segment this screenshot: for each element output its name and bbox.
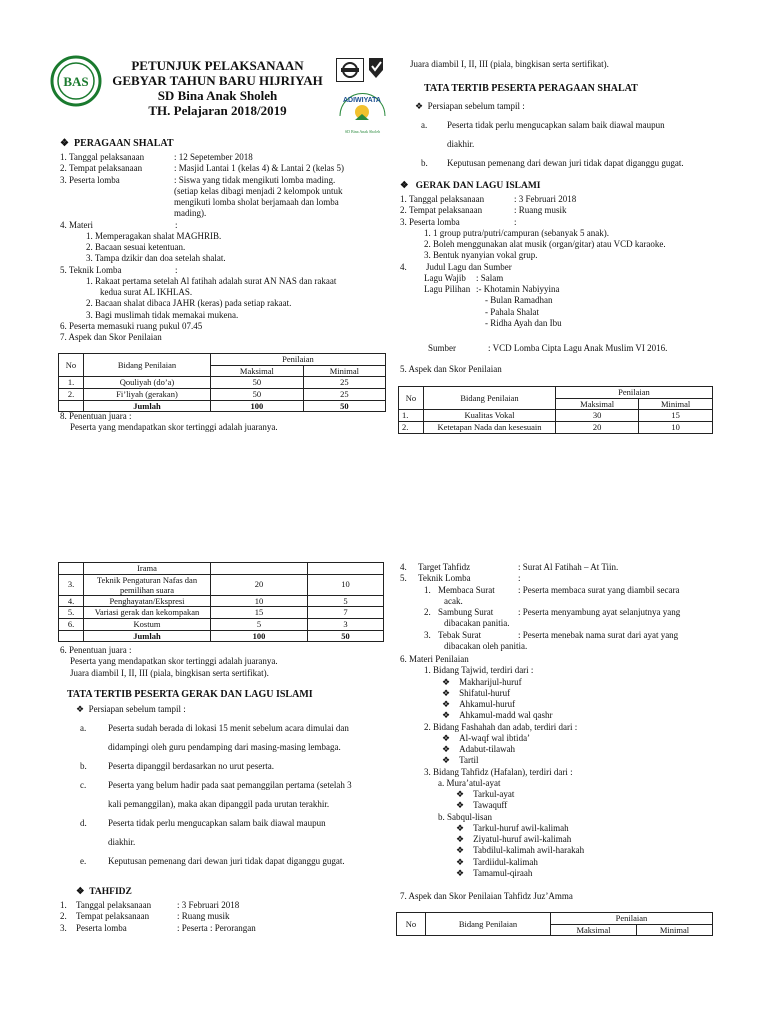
list-item: 1. Memperagakan shalat MAGHRIB. (86, 230, 222, 241)
diamond-icon: ❖ (400, 181, 409, 191)
list-item: ❖ Tamamul-qiraah (456, 867, 533, 878)
peragaan-info (60, 152, 390, 343)
adiwiyata-logo (335, 86, 390, 134)
gerak-score-table: No Bidang Penilaian Penilaian Maksimal Minimal 1. Kualitas Vokal 30 15 2. Ketetapan Nada dan kesesuain 20 10 (398, 386, 713, 434)
rules-list: a. Peserta tidak perlu mengucapkan salam baik diawal maupun diakhir. b. Keputusan pemenang dari dewan juri tidak dapat diganggu gugat. (421, 120, 684, 169)
item-8: 8. Penentuan juara : (60, 411, 132, 421)
header-title (100, 58, 335, 118)
th-min: Minimal (303, 365, 385, 377)
list-item: ❖ Tarkul-huruf awil-kalimah (456, 822, 569, 833)
penentuan-juara-gerak: 6. Penentuan juara : Peserta yang mendapatkan skor tertinggi adalah juaranya. Juara diambil I, II, III (piala, bingkisan serta sertifikat). (60, 645, 278, 678)
section-tahfidz: ❖ TAHFIDZ (76, 887, 132, 897)
table-row: 4. Penghayatan/Ekspresi 10 5 (59, 595, 384, 607)
lagu-pilihan: Lagu Pilihan :- Khotamin Nabiyyina (424, 284, 560, 294)
info-row: 1. Tanggal pelaksanaan : 3 Februari 2018 (60, 900, 240, 910)
header-line2: GEBYAR TAHUN BARU HIJRIYAH (112, 73, 323, 88)
list-item: ❖ Ahkamul-madd wal qashr (442, 710, 553, 721)
lagu-wajib: Lagu Wajib : Salam (424, 272, 504, 283)
materi-label: 4. Materi : (60, 219, 178, 230)
header-line4: TH. Pelajaran 2018/2019 (148, 103, 287, 118)
materi-penilaian: 6. Materi Penilaian (400, 654, 469, 664)
diamond-icon: ❖ (442, 676, 451, 687)
peserta-list (400, 228, 730, 262)
peragaan-title: PERAGAAN SHALAT (73, 138, 174, 149)
list-item: ❖ Makharijul-huruf (442, 676, 522, 687)
list-item: 3. Bagi muslimah tidak memakai mukena. (86, 309, 239, 320)
diamond-icon: ❖ (442, 687, 451, 698)
judul-lagu: 4. Judul Lagu dan Sumber (400, 261, 512, 272)
peragaan-score-table (58, 353, 386, 412)
list-item: 1. Rakaat pertama setelah Al fatihah adalah surat AN NAS dan rakaat (86, 275, 337, 286)
diamond-icon: ❖ (456, 845, 465, 856)
table-row: 2. Ketetapan Nada dan kesesuain 20 10 (399, 421, 713, 433)
aspek-label: 5. Aspek dan Skor Penilaian (400, 364, 502, 375)
table-row: Irama (59, 563, 384, 575)
info-row: 3. Peserta lomba : Peserta : Perorangan (60, 922, 256, 933)
table-row: 5. Variasi gerak dan kekompakan 15 7 (59, 607, 384, 619)
th-no: No (59, 354, 84, 377)
tata-tertib-gerak-title: TATA TERTIB PESERTA GERAK DAN LAGU ISLAMI (67, 689, 313, 700)
diamond-icon: ❖ (442, 699, 451, 709)
diamond-icon: ❖ (456, 834, 465, 844)
tahfidz-details (400, 562, 720, 879)
diamond-icon: ❖ (76, 887, 85, 897)
header-line3: SD Bina Anak Sholeh (157, 88, 278, 103)
teknik-list (60, 276, 390, 321)
list-item: 2. Sambung Surat : Peserta menyambung ayat selanjutnya yang (424, 607, 681, 617)
adiwiyata-caption: SD Bina Anak Sholeh (344, 129, 381, 135)
section-gerak-lagu: ❖ GERAK DAN LAGU ISLAMI (400, 181, 541, 191)
tata-tertib-gerak: ❖ Persiapan sebelum tampil : a. Peserta sudah berada di lokasi 15 menit sebelum acara dimulai dan didampingi oleh guru pendamping dari masing-masing lembaga. b. Peserta dipanggil berdasarkan no urut peserta. c. Peserta yang belum hadir pada saat pemanggilan pertama (setelah 3 kali pemanggilan), maka akan dipanggil pada urutan terakhir. d. Peserta tidak perlu mengucapkan salam baik diawal maupun diakhir. e. Keputusan pemenang dari dewan juri tidak dapat diganggu gugat. (76, 704, 376, 871)
teknik-list: 1. Membaca Surat : Peserta membaca surat yang diambil secara acak. 2. Sambung Surat : Peserta menyambung ayat selanjutnya yang dibacakan panitia. 3. Tebak Surat : Peserta menebak nama surat dari ayat yang dibacakan oleh panitia. (400, 585, 720, 653)
diamond-icon: ❖ (456, 822, 465, 833)
th-max: Maksimal (211, 365, 304, 377)
list-item: ❖ Tartil (442, 755, 479, 766)
diamond-icon: ❖ (60, 138, 69, 149)
tata-tertib-shalat-title: TATA TERTIB PESERTA PERAGAAN SHALAT (424, 83, 638, 94)
table-total-row: Jumlah 100 50 (59, 400, 386, 412)
item-7: 7. Aspek dan Skor Penilaian (60, 332, 162, 342)
target-row: 4. Target Tahfidz : Surat Al Fatihah – At Tiin. (400, 562, 619, 572)
list-item: ❖ Adabut-tilawah (442, 744, 516, 754)
list-item: ❖ Al-waqf wal ibtida’ (442, 732, 531, 743)
list-item: 2. Bacaan shalat dibaca JAHR (keras) pada setiap rakaat. (86, 298, 292, 309)
logo-bas (50, 55, 102, 107)
list-item: - Ridha Ayah dan Ibu (485, 317, 562, 328)
iso-logo (336, 58, 364, 82)
diamond-icon: ❖ (415, 101, 424, 111)
gerak-info (400, 194, 730, 376)
list-item: ❖ Ahkamul-huruf (442, 699, 516, 709)
sumber: Sumber : VCD Lomba Cipta Lagu Anak Muslim VI 2016. (428, 343, 668, 353)
list-item: 3. Tebak Surat : Peserta menebak nama surat dari ayat yang (424, 629, 679, 640)
table-total-row: Jumlah 100 50 (59, 630, 384, 642)
list-item: ❖ Tawaquff (456, 800, 508, 811)
header-line1: PETUNJUK PELAKSANAAN (131, 58, 304, 73)
info-row: 3. Peserta lomba : (400, 216, 517, 227)
teknik-row: 5. Teknik Lomba : (400, 573, 521, 584)
list-item: ❖ Tardiidul-kalimah (456, 856, 538, 867)
item-8-text: Peserta yang mendapatkan skor tertinggi adalah juaranya. (70, 422, 278, 433)
list-item: 3. Bentuk nyanyian vokal grup. (424, 250, 538, 261)
section-peragaan-shalat (60, 138, 174, 151)
tahfidz-info (60, 900, 390, 934)
diamond-icon: ❖ (456, 800, 465, 811)
list-item: 1. Membaca Surat : Peserta membaca surat yang diambil secara (424, 584, 680, 595)
list-item: kedua surat AL IKHLAS. (100, 287, 193, 297)
diamond-icon: ❖ (456, 789, 465, 799)
info-row: 2. Tempat pelaksanaan : Ruang musik (400, 205, 567, 216)
quality-logo (366, 56, 386, 82)
list-item: - Pahala Shalat (485, 306, 539, 317)
list-item: ❖ Ziyatul-huruf awil-kalimah (456, 834, 572, 844)
diamond-icon: ❖ (456, 867, 465, 878)
diamond-icon: ❖ (442, 744, 451, 754)
list-item: 2. Boleh menggunakan alat musik (organ/gitar) atau VCD karaoke. (424, 239, 666, 249)
diamond-icon: ❖ (76, 704, 85, 714)
diamond-icon: ❖ (442, 710, 451, 721)
materi-list (60, 231, 390, 265)
table-row: 2. Fi’liyah (gerakan) 50 25 (59, 388, 386, 400)
table-row: 1. Kualitas Vokal 30 15 (399, 410, 713, 422)
list-item: 3. Tampa dzikir dan doa setelah shalat. (86, 253, 226, 264)
list-item: ❖ Tarkul-ayat (456, 789, 515, 799)
diamond-icon: ❖ (442, 732, 451, 743)
info-row: 2. Tempat pelaksanaan : Ruang musik (60, 911, 230, 922)
info-row: 1. Tanggal pelaksanaan : 12 Sepetember 2018 (60, 152, 253, 162)
persiapan-label: ❖ Persiapan sebelum tampil : (415, 101, 525, 111)
penentuan-juara (60, 411, 278, 434)
list-item: 1. 1 group putra/putri/campuran (sebanyak 5 anak). (424, 227, 609, 238)
table-row: 1. Qouliyah (do’a) 50 25 (59, 377, 386, 389)
diamond-icon: ❖ (442, 755, 451, 766)
th-bidang: Bidang Penilaian (84, 354, 211, 377)
tahfidz-score-table: No Bidang Penilaian Penilaian Maksimal Minimal (396, 912, 713, 936)
teknik-label: 5. Teknik Lomba : (60, 264, 178, 275)
tata-tertib-shalat (415, 101, 715, 173)
adiwiyata-text: ADIWIYATA (343, 97, 381, 104)
juara-line: Juara diambil I, II, III (piala, bingkisan serta sertifikat). (410, 59, 609, 69)
materi-tree: 1. Bidang Tajwid, terdiri dari : ❖ Makharijul-huruf ❖ Shifatul-huruf ❖ Ahkamul-huruf ❖ Ahkamul-madd wal qashr 2. Bidang Fashahah dan adab, terdiri dari : ❖ Al-waqf wal ibtida’ ❖ Adabut-tilawah ❖ Tartil 3. Bidang Tahfidz (Hafalan), terdiri dari : a. Mura’atul-ayat ❖ Tarkul-ayat ❖ Tawaquff b. Sabqul-lisan ❖ Tarkul-huruf awil-kalimah ❖ Ziyatul-huruf awil-kalimah ❖ Tabdilul-kalimah awil-harakah ❖ Tardiidul-kalimah ❖ Tamamul-qiraah (400, 665, 720, 879)
list-item: - Bulan Ramadhan (485, 295, 553, 306)
list-item: 2. Bacaan sesuai ketentuan. (86, 242, 186, 252)
info-row: 2. Tempat pelaksanaan : Masjid Lantai 1 (kelas 4) & Lantai 2 (kelas 5) (60, 163, 344, 174)
svg-text:BAS: BAS (63, 74, 89, 89)
list-item: ❖ Shifatul-huruf (442, 687, 511, 698)
item-6: 6. Peserta memasuki ruang pukul 07.45 (60, 320, 203, 331)
table-row: 6. Kostum 5 3 (59, 618, 384, 630)
table-row: 3. Teknik Pengaturan Nafas dan pemilihan suara 20 10 (59, 574, 384, 595)
info-row: 3. Peserta lomba : Siswa yang tidak mengikuti lomba mading. (60, 174, 336, 185)
diamond-icon: ❖ (456, 856, 465, 867)
info-row: 1. Tanggal pelaksanaan : 3 Februari 2018 (400, 194, 577, 204)
th-penilaian: Penilaian (211, 354, 386, 366)
list-item: ❖ Tabdilul-kalimah awil-harakah (456, 845, 585, 856)
aspek-tahfidz: 7. Aspek dan Skor Penilaian Tahfidz Juz’Amma (400, 891, 573, 901)
peserta-note: (setiap kelas dibagi menjadi 2 kelompok untuk mengikuti lomba sholat berjamaah dan lomba mading). (174, 185, 343, 219)
gerak-score-table-cont (58, 562, 384, 642)
rules-list: a. Peserta sudah berada di lokasi 15 menit sebelum acara dimulai dan didampingi oleh guru pendamping dari masing-masing lembaga. b. Peserta dipanggil berdasarkan no urut peserta. c. Peserta yang belum hadir pada saat pemanggilan pertama (setelah 3 kali pemanggilan), maka akan dipanggil pada urutan terakhir. d. Peserta tidak perlu mengucapkan salam baik diawal maupun diakhir. e. Keputusan pemenang dari dewan juri tidak dapat diganggu gugat. (80, 723, 352, 867)
